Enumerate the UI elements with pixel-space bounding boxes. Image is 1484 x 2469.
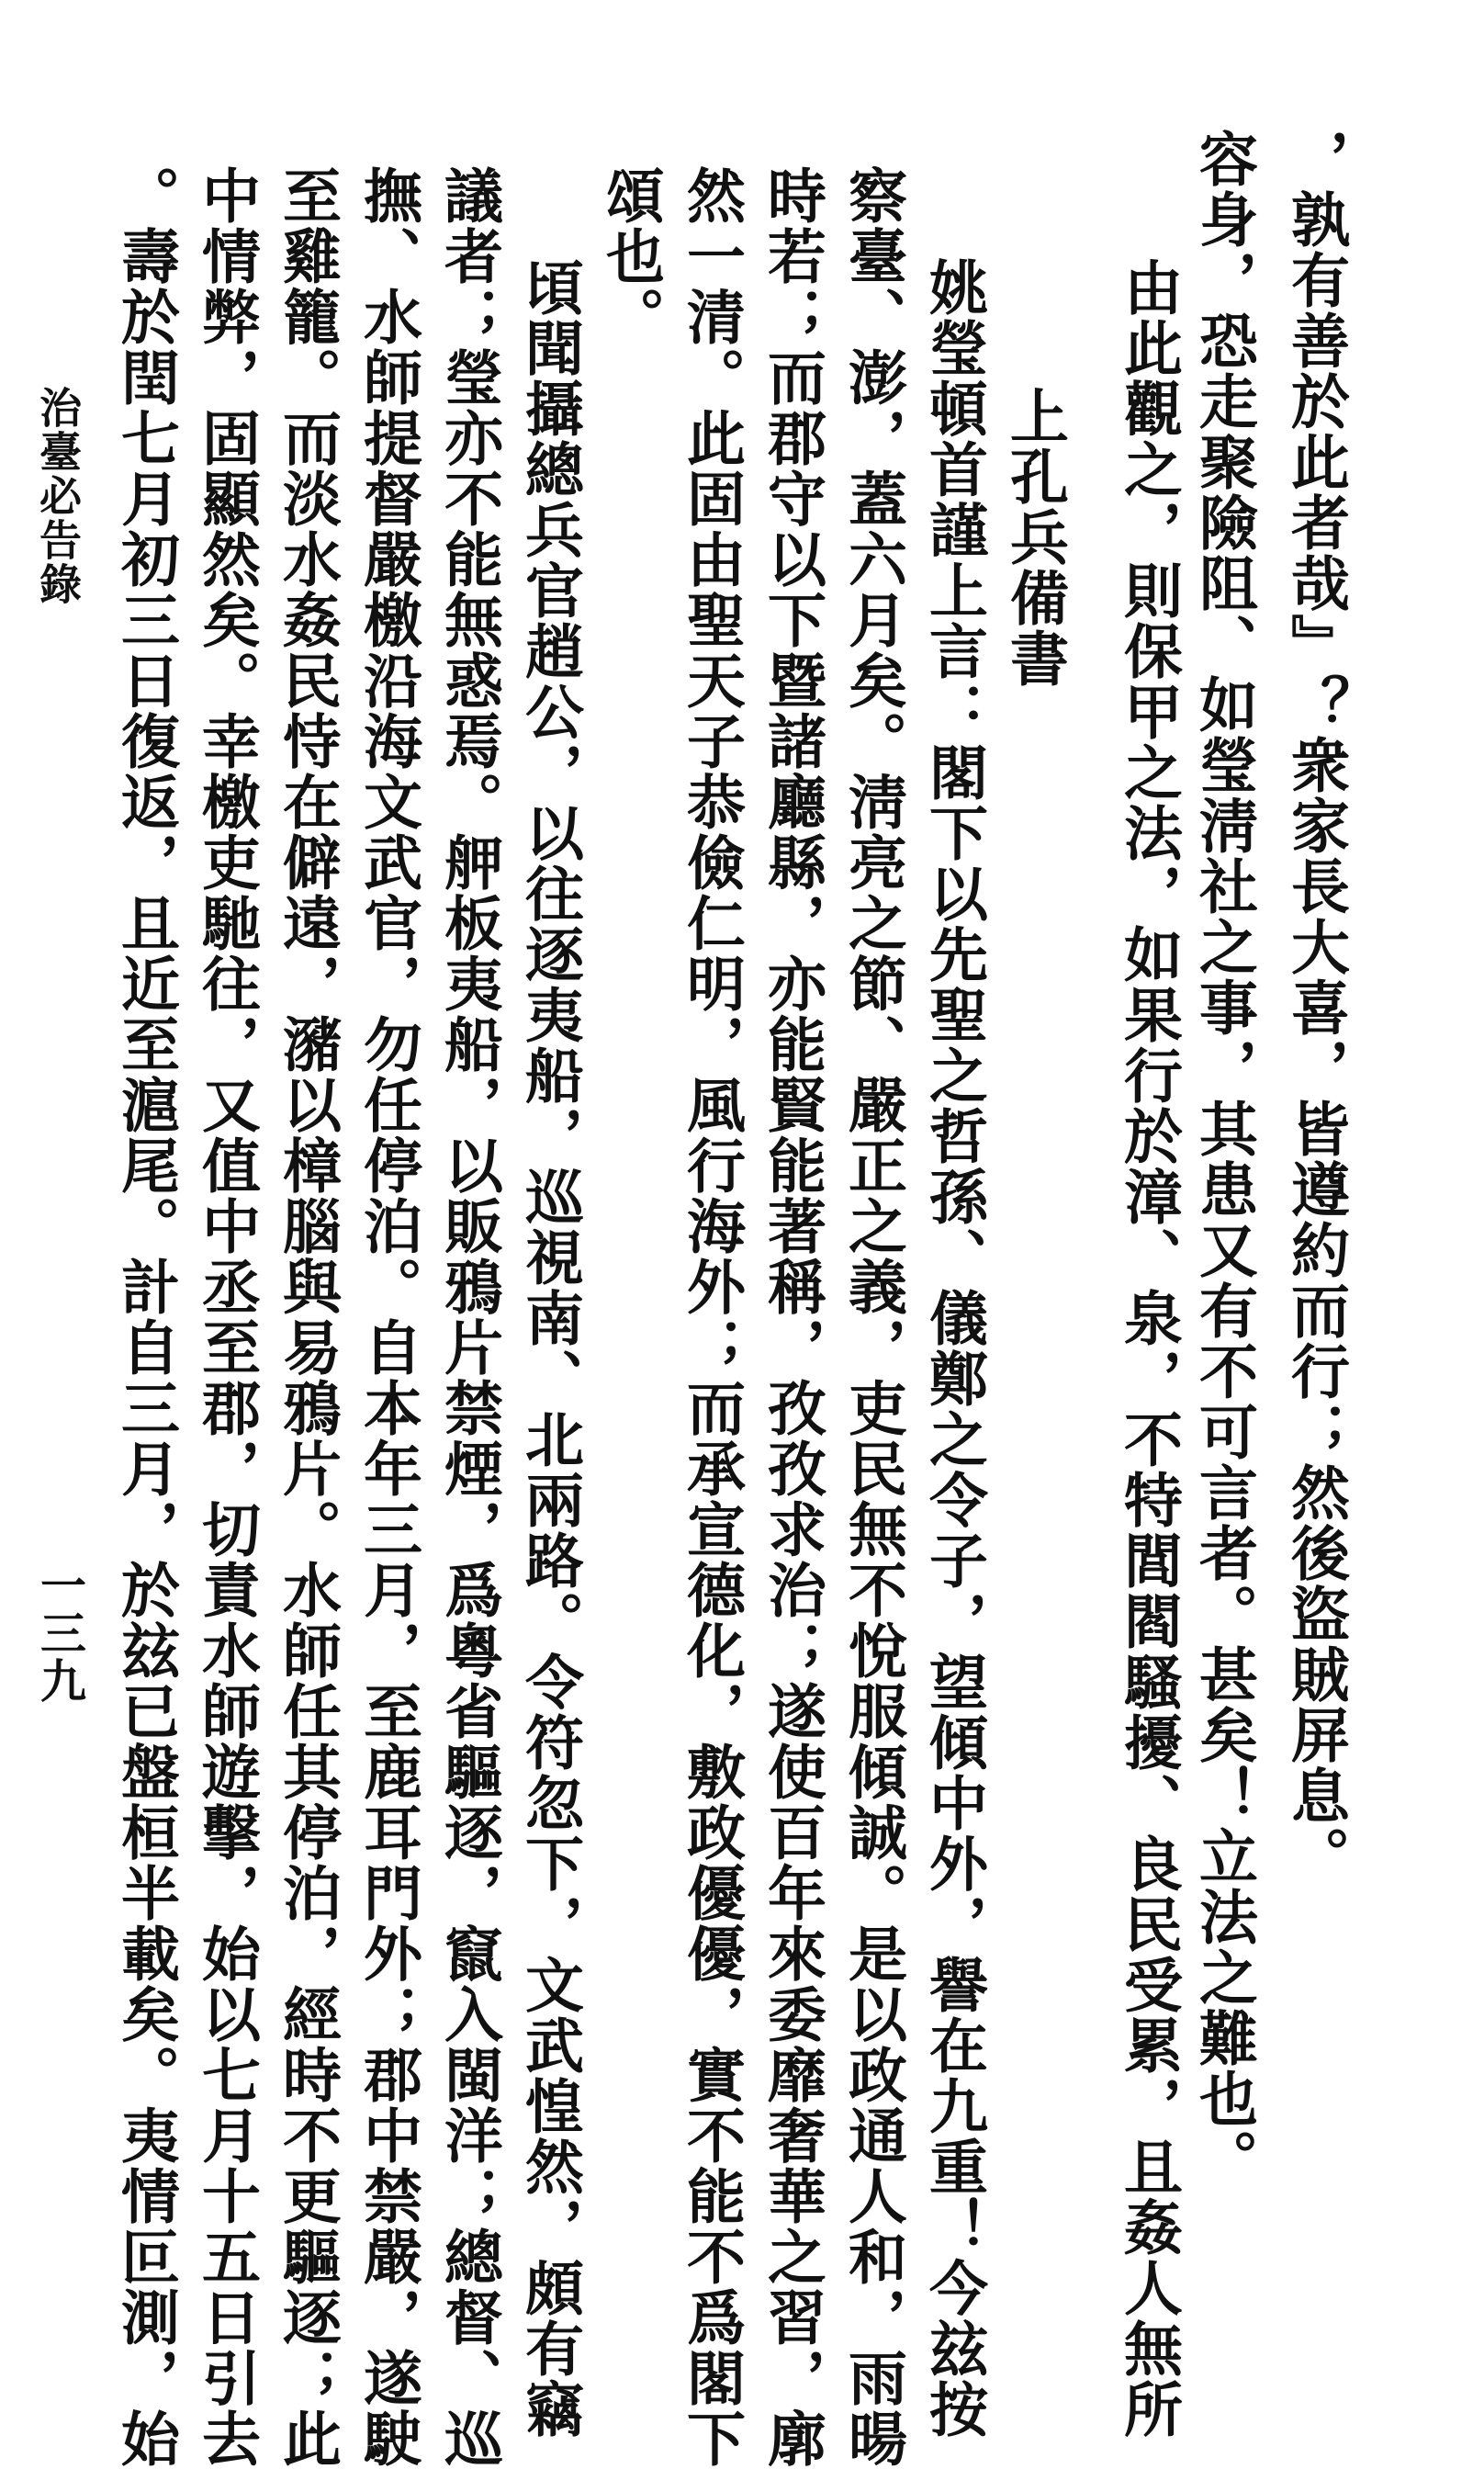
running-title: 治臺必告錄 <box>33 386 83 606</box>
text-column-5: 察臺、澎，蓋六月矣。淸亮之節、嚴正之義，吏民無不悅服傾誠。是以政通人和，雨暘 <box>838 165 907 2469</box>
text-column-1: ，孰有善於此者哉』？衆家長大喜，皆遵約而行；然後盜賊屏息。 <box>1281 129 1350 1887</box>
text-column-6: 時若；而郡守以下暨諸廳縣，亦能賢能著稱，孜孜求治；遂使百年來委靡奢華之習，廓 <box>758 165 826 2469</box>
text-column-14: 。壽於閏七月初三日復返，且近至滬尾。計自三月，於玆已盤桓半載矣。夷情叵測，始 <box>111 165 180 2469</box>
text-column-13: 中情弊，固顯然矣。幸檄吏馳往，又值中丞至郡，切責水師遊擊，始以七月十五日引去 <box>192 165 261 2469</box>
text-column-4: 姚瑩頓首謹上言：閣下以先聖之哲孫、儀鄭之令子，望傾中外，譽在九重！今玆按 <box>919 257 988 2440</box>
text-column-8: 頌也。 <box>596 165 665 347</box>
text-column-3: 由此觀之，則保甲之法，如果行於漳、泉，不特閭閻騷擾、良民受累，且姦人無所 <box>1114 257 1183 2440</box>
text-column-12: 至雞籠。而淡水姦民恃在僻遠，瀦以樟腦與易鴉片。水師任其停泊，經時不更驅逐；此 <box>273 165 342 2469</box>
text-column-2: 容身，恐走聚險阻、如瑩淸社之事，其患又有不可言者。甚矣！立法之難也。 <box>1189 129 1258 2190</box>
text-column-9: 頃聞攝總兵官趙公，以往逐夷船，巡視南、北兩路。令符忽下，文武惶然，頗有竊 <box>515 257 584 2440</box>
text-column-11: 撫、水師提督嚴檄沿海文武官，勿任停泊。自本年三月，至鹿耳門外；郡中禁嚴，遂駛 <box>354 165 422 2469</box>
letter-title: 上孔兵備書 <box>1000 386 1069 689</box>
text-column-10: 議者；瑩亦不能無惑焉。舺板夷船，以販鴉片禁煙，爲粵省驅逐，竄入閩洋；總督、巡 <box>434 165 503 2469</box>
page-number: 一三九 <box>33 1561 87 1705</box>
text-column-7: 然一清。此固由聖天子恭儉仁明，風行海外；而承宣德化，敷政優優，實不能不爲閣下 <box>677 165 746 2469</box>
